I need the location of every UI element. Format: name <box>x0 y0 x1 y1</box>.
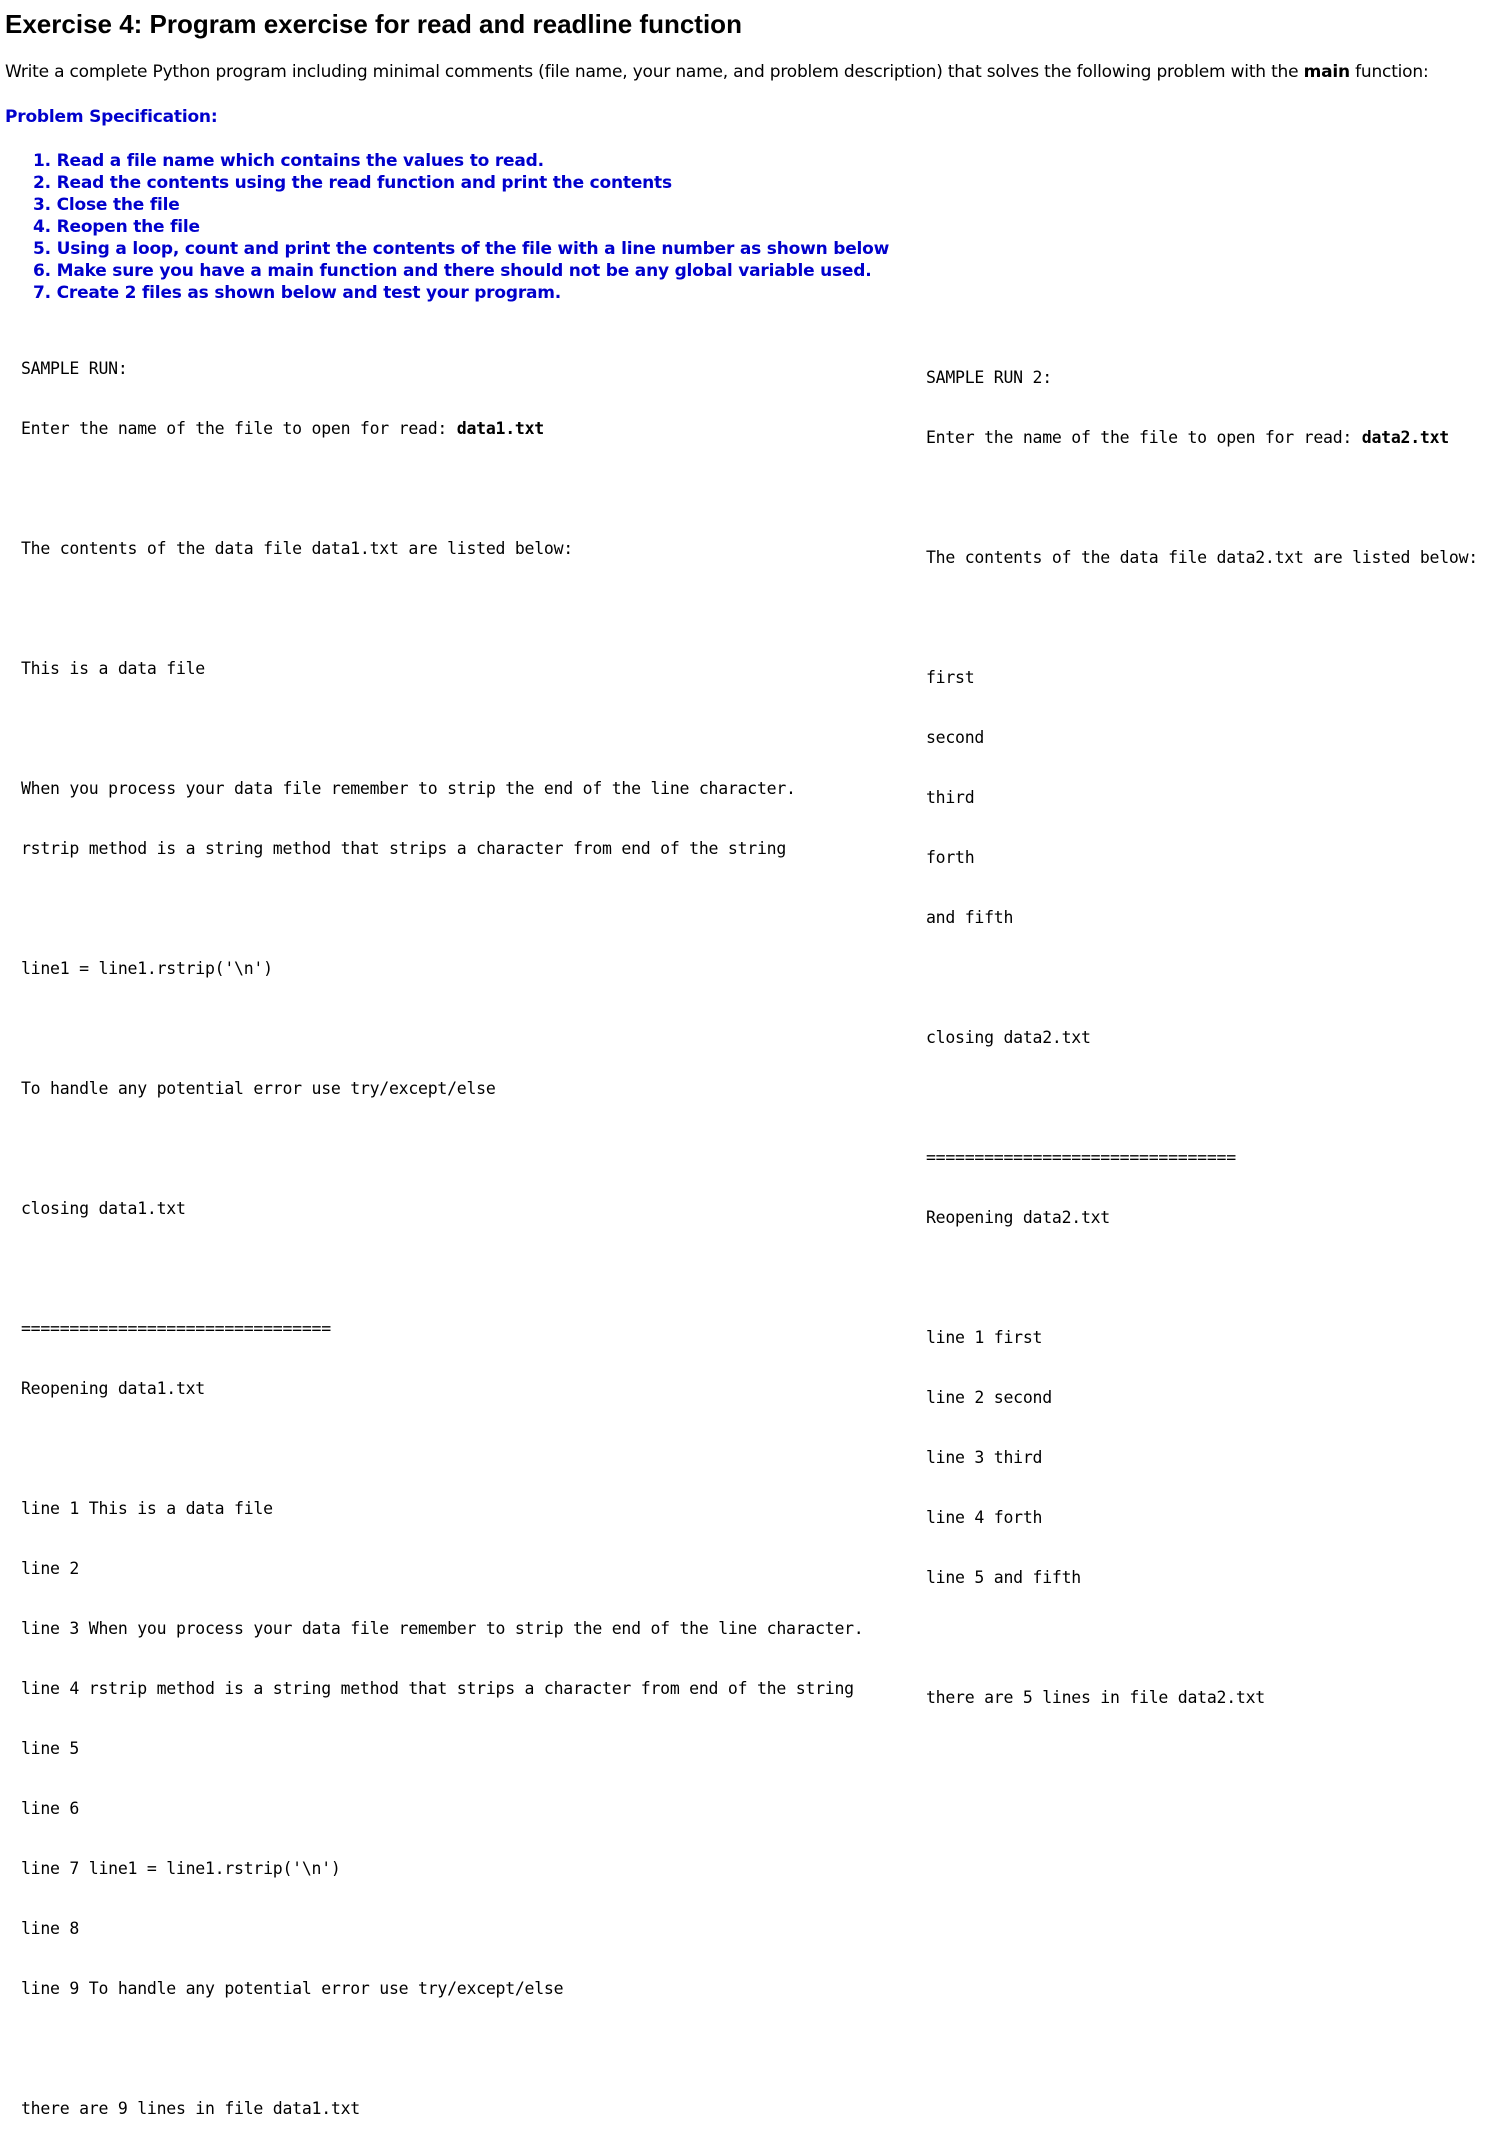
contents-header: The contents of the data file data2.txt are listed below: <box>926 548 1478 567</box>
numbered-line: line 7 line1 = line1.rstrip('\n') <box>21 1859 341 1878</box>
prompt-line <box>21 419 864 439</box>
spec-item: 1. Read a file name which contains the values to read. <box>33 151 544 171</box>
contents-line <box>21 899 864 919</box>
intro-bold-main: main <box>1303 62 1350 82</box>
intro-text: Write a complete Python program including minimal comments (file name, your name, and problem description) that solves the following problem with the <box>5 62 1304 82</box>
contents-line: and fifth <box>926 908 1014 927</box>
closing-line: closing data1.txt <box>21 1199 186 1218</box>
spec-list <box>33 150 889 304</box>
blank-line <box>926 488 1478 508</box>
spec-heading: Problem Specification: <box>5 107 218 127</box>
separator-line: ================================ <box>21 1319 331 1338</box>
blank-line <box>21 1259 864 1279</box>
spec-item: 5. Using a loop, count and print the contents of the file with a line number as shown below <box>33 239 890 259</box>
intro-text-end: function: <box>1349 62 1429 82</box>
numbered-line: line 2 second <box>926 1388 1052 1407</box>
prompt-input: data2.txt <box>1361 428 1449 447</box>
numbered-line: line 5 and fifth <box>926 1568 1081 1587</box>
spec-item: 4. Reopen the file <box>33 217 200 237</box>
numbered-line: line 1 This is a data file <box>21 1499 273 1518</box>
numbered-line: line 2 <box>21 1559 80 1578</box>
contents-header: The contents of the data file data1.txt are listed below: <box>21 539 573 558</box>
prompt-input: data1.txt <box>456 419 544 438</box>
blank-line <box>21 2039 864 2059</box>
contents-line: When you process your data file remember to strip the end of the line character. <box>21 779 796 798</box>
sample-run-1 <box>21 319 864 2139</box>
page-title: Exercise 4: Program exercise for read and readline function <box>5 9 742 39</box>
reopening-line: Reopening data1.txt <box>21 1379 205 1398</box>
intro-paragraph <box>5 60 1428 84</box>
blank-line <box>926 1268 1478 1288</box>
summary-line: there are 9 lines in file data1.txt <box>21 2099 360 2118</box>
summary-line: there are 5 lines in file data2.txt <box>926 1688 1265 1707</box>
numbered-line: line 9 To handle any potential error use try/except/else <box>21 1979 564 1998</box>
contents-line <box>21 1019 864 1039</box>
numbered-line: line 5 <box>21 1739 80 1758</box>
contents-line <box>21 719 864 739</box>
spec-item: 3. Close the file <box>33 195 180 215</box>
spec-item: 2. Read the contents using the read function and print the contents <box>33 173 672 193</box>
contents-line: first <box>926 668 975 687</box>
prompt-line <box>926 428 1478 448</box>
numbered-line: line 3 When you process your data file remember to strip the end of the line character. <box>21 1619 864 1638</box>
numbered-line: line 4 forth <box>926 1508 1043 1527</box>
blank-line <box>926 968 1478 988</box>
spec-item: 7. Create 2 files as shown below and test your program. <box>33 283 562 303</box>
spec-item: 6. Make sure you have a main function and there should not be any global variable used. <box>33 261 872 281</box>
reopening-line: Reopening data2.txt <box>926 1208 1110 1227</box>
prompt-text: Enter the name of the file to open for read: <box>21 419 457 438</box>
blank-line <box>926 1628 1478 1648</box>
closing-line: closing data2.txt <box>926 1028 1091 1047</box>
numbered-line: line 4 rstrip method is a string method that strips a character from end of the string <box>21 1679 854 1698</box>
blank-line <box>926 1088 1478 1108</box>
contents-line: forth <box>926 848 975 867</box>
contents-line: second <box>926 728 985 747</box>
sample-run-heading: SAMPLE RUN 2: <box>926 368 1052 387</box>
numbered-line: line 3 third <box>926 1448 1043 1467</box>
blank-line <box>926 608 1478 628</box>
numbered-line: line 1 first <box>926 1328 1043 1347</box>
numbered-line: line 6 <box>21 1799 80 1818</box>
blank-line <box>21 479 864 499</box>
contents-line: line1 = line1.rstrip('\n') <box>21 959 273 978</box>
separator-line: ================================ <box>926 1148 1236 1167</box>
contents-line: third <box>926 788 975 807</box>
contents-line: To handle any potential error use try/except/else <box>21 1079 496 1098</box>
contents-line: This is a data file <box>21 659 205 678</box>
sample-run-heading: SAMPLE RUN: <box>21 359 128 378</box>
sample-run-2 <box>926 328 1478 1728</box>
blank-line <box>21 1139 864 1159</box>
numbered-line: line 8 <box>21 1919 80 1938</box>
prompt-text: Enter the name of the file to open for read: <box>926 428 1362 447</box>
blank-line <box>21 1439 864 1459</box>
contents-line: rstrip method is a string method that strips a character from end of the string <box>21 839 787 858</box>
blank-line <box>21 599 864 619</box>
